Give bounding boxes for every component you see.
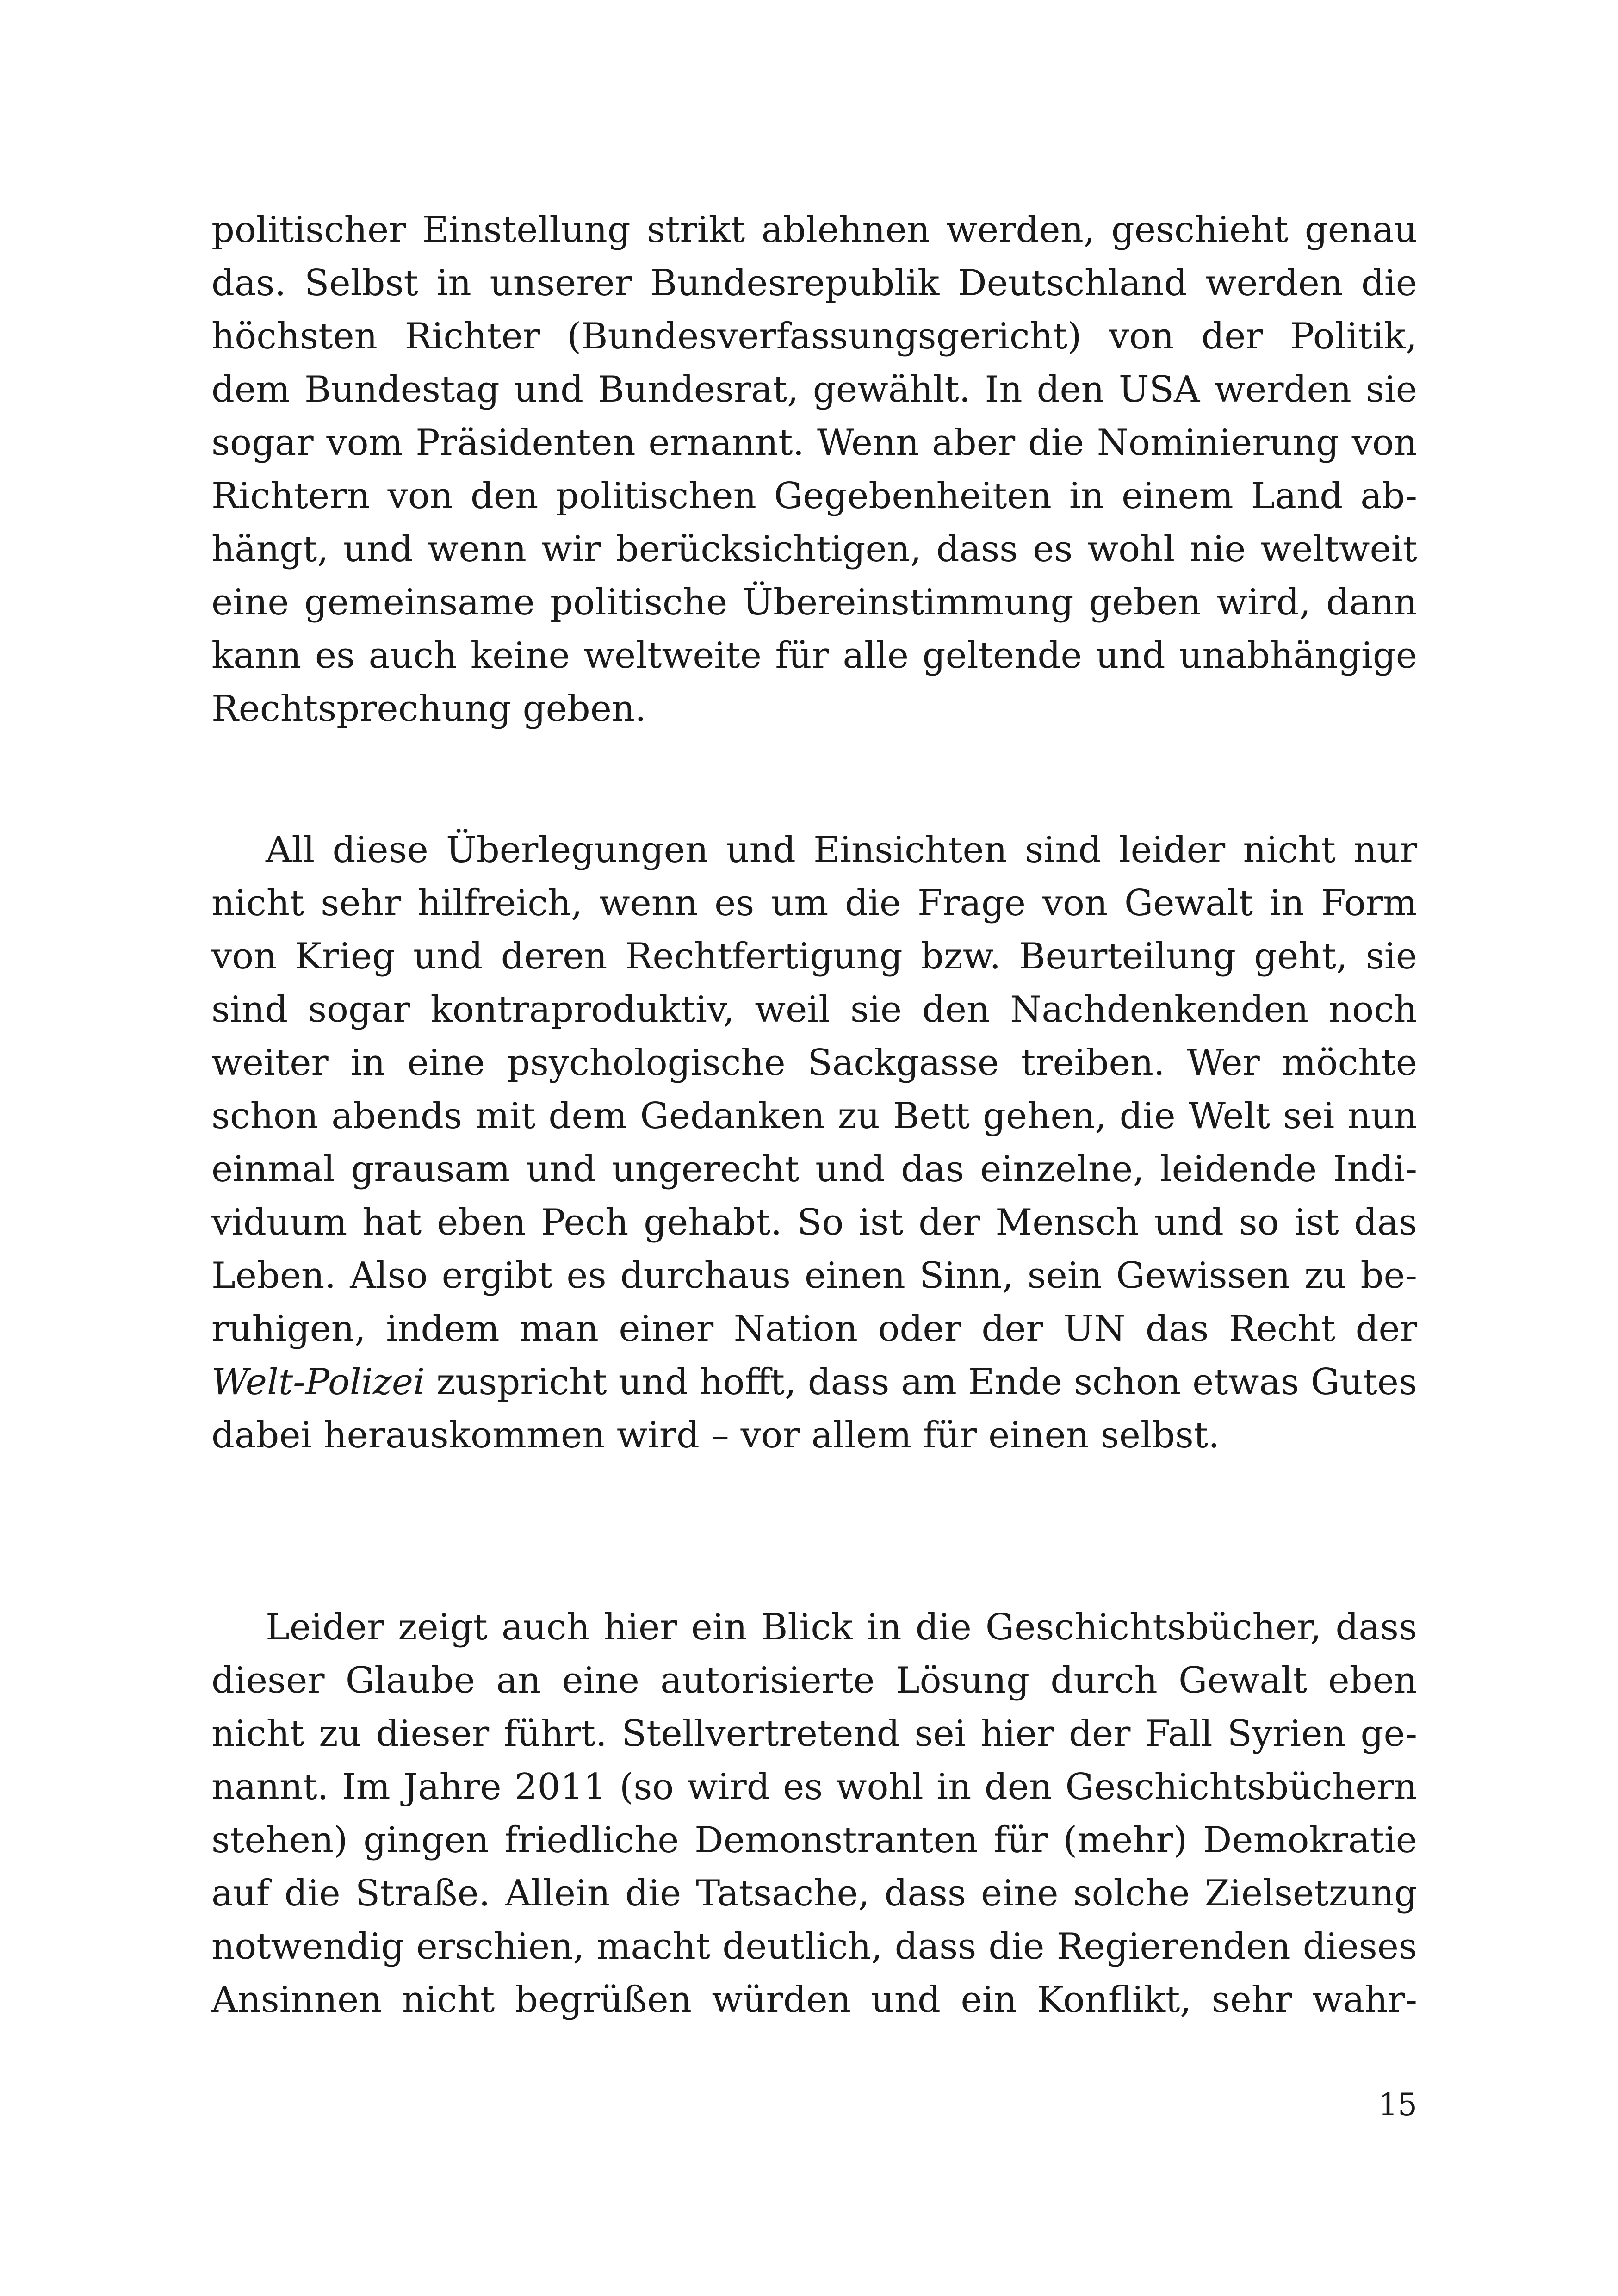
text-line: Leben. Also ergibt es durchaus einen Sinn, sein Gewissen zu be- <box>211 1255 1417 1297</box>
text-line: sogar vom Präsidenten ernannt. Wenn aber die Nominierung von <box>211 422 1417 464</box>
text-line: Rechtsprechung geben. <box>211 688 646 730</box>
text-line: Richtern von den politischen Gegebenheiten in einem Land ab- <box>211 475 1417 517</box>
text-line: höchsten Richter (Bundesverfassungsgericht) von der Politik, <box>211 316 1417 357</box>
text-line: auf die Straße. Allein die Tatsache, dass eine solche Zielsetzung <box>211 1873 1417 1914</box>
text-line: sind sogar kontraproduktiv, weil sie den Nachdenkenden noch <box>211 989 1417 1030</box>
text-line: Ansinnen nicht begrüßen würden und ein Konflikt, sehr wahr- <box>211 1979 1417 2021</box>
text-line: nannt. Im Jahre 2011 (so wird es wohl in den Geschichtsbüchern <box>211 1766 1417 1808</box>
text-line: ruhigen, indem man einer Nation oder der UN das Recht der <box>211 1308 1417 1350</box>
text-line: Leider zeigt auch hier ein Blick in die Geschichtsbücher, dass <box>266 1607 1417 1648</box>
text-line: viduum hat eben Pech gehabt. So ist der Mensch und so ist das <box>211 1202 1417 1243</box>
text-line: von Krieg und deren Rechtfertigung bzw. Beurteilung geht, sie <box>211 936 1417 977</box>
page-number: 15 <box>1378 2087 1417 2122</box>
text-line: dabei herauskommen wird – vor allem für einen selbst. <box>211 1415 1220 1456</box>
paragraph-1 <box>211 204 1417 736</box>
text-line: eine gemeinsame politische Übereinstimmung geben wird, dann <box>211 582 1417 623</box>
text-line: politischer Einstellung strikt ablehnen werden, geschieht genau <box>211 209 1417 251</box>
text-line: einmal grausam und ungerecht und das einzelne, leidende Indi- <box>211 1148 1417 1190</box>
text-line: dieser Glaube an eine autorisierte Lösung durch Gewalt eben <box>211 1660 1417 1701</box>
text-line: stehen) gingen friedliche Demonstranten für (mehr) Demokratie <box>211 1819 1417 1861</box>
paragraph-2 <box>211 824 1417 1462</box>
text-line: schon abends mit dem Gedanken zu Bett gehen, die Welt sei nun <box>211 1095 1417 1137</box>
text-line: weiter in eine psychologische Sackgasse treiben. Wer möchte <box>211 1042 1417 1084</box>
text-fragment: zuspricht und hofft, dass am Ende schon etwas Gutes <box>425 1361 1417 1403</box>
text-line <box>211 1356 1417 1409</box>
text-line: hängt, und wenn wir berücksichtigen, dass es wohl nie weltweit <box>211 528 1417 570</box>
text-line: kann es auch keine weltweite für alle geltende und unabhängige <box>211 635 1417 676</box>
text-line: das. Selbst in unserer Bundesrepublik Deutschland werden die <box>211 262 1417 304</box>
text-line: All diese Überlegungen und Einsichten sind leider nicht nur <box>266 829 1417 871</box>
text-line: nicht sehr hilfreich, wenn es um die Frage von Gewalt in Form <box>211 882 1417 924</box>
italic-term: Welt-Polizei <box>211 1361 425 1403</box>
text-line: dem Bundestag und Bundesrat, gewählt. In den USA werden sie <box>211 369 1417 410</box>
paragraph-3 <box>211 1601 1417 2027</box>
text-line: notwendig erschien, macht deutlich, dass die Regierenden dieses <box>211 1926 1417 1967</box>
text-line: nicht zu dieser führt. Stellvertretend sei hier der Fall Syrien ge- <box>211 1713 1417 1755</box>
